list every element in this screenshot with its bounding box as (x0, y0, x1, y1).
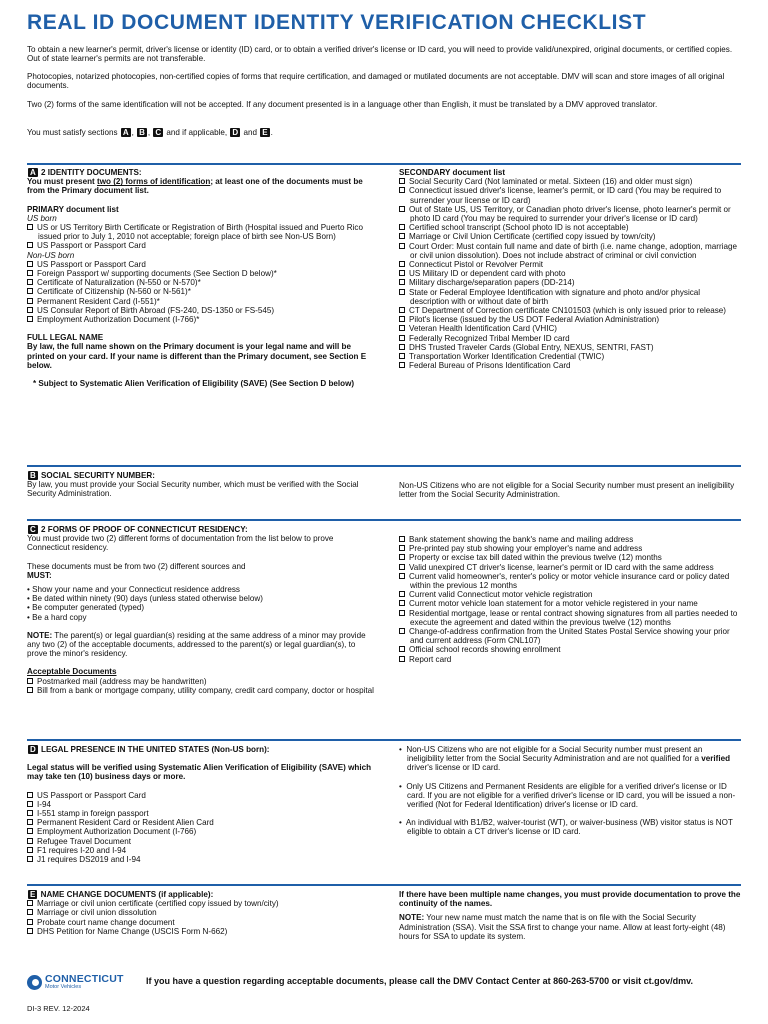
logo-wordmark: CONNECTICUT (45, 973, 124, 985)
intro-paragraph-3: Two (2) forms of the same identification will not be accepted. If any document presented is in a language other than English, it must be translated by a DMV approved translator. (27, 100, 658, 109)
non-us-born-label: Non-US born (27, 250, 75, 260)
bullet-item: • Show your name and your Connecticut residence address (27, 585, 240, 595)
checklist-item-label: Social Security Card (Not laminated or metal. Sixteen (16) and older must sign) (409, 177, 693, 187)
checklist-item (27, 269, 377, 278)
checkbox-icon[interactable] (27, 261, 33, 267)
checkbox-icon[interactable] (399, 335, 405, 341)
section-d-left (27, 745, 377, 864)
non-us-born-list (27, 260, 377, 324)
checklist-item-label: Permanent Resident Card (I-551)* (37, 296, 160, 306)
note-text: An individual with B1/B2, waiver-tourist (WT), or waiver-business (WB) visitor status is NOT eligible to obtain a CT driver's license or ID card. (405, 818, 733, 837)
checklist-item (399, 343, 741, 352)
checklist-item-label: Permanent Resident Card or Resident Alien Card (37, 818, 214, 828)
residency-right-list (399, 535, 741, 664)
section-c-heading (27, 525, 377, 534)
checkbox-icon[interactable] (399, 344, 405, 350)
checklist-item (399, 590, 741, 599)
residency-left-list (27, 677, 377, 695)
checklist-item (399, 269, 741, 278)
section-badge-e: E (30, 890, 36, 899)
checklist-item-label: Marriage or civil union dissolution (37, 908, 157, 918)
checklist-item (27, 297, 377, 306)
checkbox-icon[interactable] (27, 919, 33, 925)
section-badge-c: C (155, 128, 162, 137)
checklist-item-label: Certificate of Citizenship (N-560 or N-561)* (37, 287, 191, 297)
checklist-item-label: Veteran Health Identification Card (VHIC) (409, 324, 558, 334)
checklist-item-label: Transportation Worker Identification Credential (TWIC) (409, 352, 605, 362)
visitor-status-note: • An individual with B1/B2, waiver-tourist (WT), or waiver-business (WB) visitor status is NOT eligible to obtain a CT driver's license or ID card. (399, 818, 733, 837)
checklist-item (27, 899, 377, 908)
checkbox-icon[interactable] (27, 279, 33, 285)
checklist-item-label: US Consular Report of Birth Abroad (FS-240, DS-1350 or FS-545) (37, 305, 275, 315)
checklist-item-label: Federal Bureau of Prisons Identification Card (409, 361, 571, 371)
checkbox-icon[interactable] (27, 856, 33, 862)
secondary-list-heading: SECONDARY document list (399, 168, 506, 177)
section-c-title: 2 FORMS OF PROOF OF CONNECTICUT RESIDENCY: (41, 525, 248, 534)
checklist-item (399, 315, 741, 324)
section-d-heading (27, 745, 377, 754)
checkbox-icon[interactable] (399, 564, 405, 570)
checklist-item-label: Probate court name change document (37, 917, 175, 927)
checklist-item-label: Military discharge/separation papers (DD-214) (409, 278, 575, 288)
checkbox-icon[interactable] (27, 270, 33, 276)
checkbox-icon[interactable] (399, 610, 405, 616)
checklist-item (27, 677, 377, 686)
section-b-heading (27, 471, 377, 480)
checklist-item-label: Postmarked mail (address may be handwritten) (37, 676, 207, 686)
checklist-item (399, 324, 741, 333)
checklist-item-label: Pilot's license (issued by the US DOT Federal Aviation Administration) (409, 315, 660, 325)
checklist-item (27, 855, 377, 864)
section-b-right (399, 481, 741, 499)
section-divider (27, 739, 741, 741)
section-a-title: 2 IDENTITY DOCUMENTS: (41, 168, 142, 177)
checklist-item-label: Court Order: Must contain full name and date of birth (i.e. name change, adoption, marriage or civil union dissolution). Does not include abstract of criminal or civil conviction (409, 241, 737, 260)
bullet-item-label: Be a hard copy (32, 612, 87, 622)
section-badge-d: D (232, 128, 239, 137)
checklist-item-label: I-94 (37, 799, 51, 809)
section-d-title: LEGAL PRESENCE IN THE UNITED STATES (Non-US born): (41, 745, 270, 754)
checklist-item (27, 315, 377, 324)
bullet-item-label: Be computer generated (typed) (32, 603, 145, 613)
checkbox-icon[interactable] (399, 261, 405, 267)
section-divider (27, 465, 741, 467)
checklist-item (399, 260, 741, 269)
checkbox-icon[interactable] (27, 819, 33, 825)
separator: . (270, 128, 273, 137)
checklist-item-label: DHS Trusted Traveler Cards (Global Entry, NEXUS, SENTRI, FAST) (409, 342, 654, 352)
checkbox-icon[interactable] (27, 928, 33, 934)
checkbox-icon[interactable] (27, 678, 33, 684)
checkbox-icon[interactable] (399, 353, 405, 359)
checkbox-icon[interactable] (27, 838, 33, 844)
checkbox-icon[interactable] (399, 362, 405, 368)
section-a-right (399, 168, 741, 370)
checklist-item (27, 927, 377, 936)
checkbox-icon[interactable] (399, 279, 405, 285)
checklist-item-label: US Passport or Passport Card (37, 259, 146, 269)
section-b-title: SOCIAL SECURITY NUMBER: (41, 471, 155, 480)
checklist-item (399, 553, 741, 562)
checklist-item (27, 908, 377, 917)
checkbox-icon[interactable] (399, 243, 405, 249)
checklist-item (27, 260, 377, 269)
checklist-item-label: Bank statement showing the bank's name and mailing address (409, 535, 634, 544)
section-c-note (27, 631, 377, 659)
section-b-text: By law, you must provide your Social Security number, which must be verified with the Social Security Administration. (27, 480, 359, 499)
section-badge-b: B (30, 471, 36, 480)
section-a-heading (27, 168, 377, 177)
checklist-item-label: Property or excise tax bill dated within the previous twelve (12) months (409, 553, 662, 563)
checkbox-icon[interactable] (399, 600, 405, 606)
checklist-item (399, 627, 741, 645)
checkbox-icon[interactable] (27, 810, 33, 816)
checkbox-icon[interactable] (399, 591, 405, 597)
checklist-item-label: Connecticut issued driver's license, learner's permit, or ID card (You may be required to surrender your license or ID card) (409, 186, 722, 205)
checklist-item-label: Valid unexpired CT driver's license, learner's permit or ID card with the same address (409, 562, 714, 572)
checkbox-icon[interactable] (399, 325, 405, 331)
checklist-item (27, 918, 377, 927)
checklist-item-label: Foreign Passport w/ supporting documents (See Section D below)* (37, 269, 277, 279)
checklist-item-label: F1 requires I-20 and I-94 (37, 845, 127, 855)
full-legal-name-text: By law, the full name shown on the Primary document is your legal name and will be printed on your card. If your name is different than the Primary document, see Section E below. (27, 342, 367, 370)
checklist-item-label: Employment Authorization Document (I-766) (37, 827, 197, 837)
residency-requirements (27, 585, 377, 622)
checkbox-icon[interactable] (399, 224, 405, 230)
checklist-item-label: Current motor vehicle loan statement for a motor vehicle registered in your name (409, 599, 698, 609)
note-label: NOTE: (27, 630, 53, 640)
section-e-note (399, 913, 741, 941)
checklist-item (27, 686, 377, 695)
checkbox-icon[interactable] (399, 233, 405, 239)
checklist-item (399, 599, 741, 608)
checklist-item-label: Official school records showing enrollment (409, 645, 561, 655)
checklist-item (399, 645, 741, 654)
checklist-item (399, 205, 741, 223)
checklist-item-label: US Passport or Passport Card (37, 790, 146, 800)
checkbox-icon[interactable] (27, 687, 33, 693)
checkbox-icon[interactable] (27, 828, 33, 834)
checklist-item-label: CT Department of Correction certificate CN101503 (which is only issued prior to release) (409, 306, 726, 316)
section-e-left (27, 890, 377, 936)
bullet-item-label: Be dated within ninety (90) days (unless stated otherwise below) (32, 594, 263, 604)
checkbox-icon[interactable] (399, 536, 405, 542)
checklist-item (27, 800, 377, 809)
checkbox-icon[interactable] (27, 909, 33, 915)
checklist-item (27, 287, 377, 296)
sections-instruction (27, 128, 739, 137)
checklist-item (27, 278, 377, 287)
checklist-item-label: Refugee Travel Document (37, 836, 132, 846)
note-text: Only US Citizens and Permanent Residents are eligible for a verified driver's license or ID card. If you are not eligible for a verified driver's license or ID card, you will be issued a non-verified (Not for Federal Identification) driver's license or ID card. (406, 781, 736, 810)
checkbox-icon[interactable] (27, 792, 33, 798)
section-badge-b: B (139, 128, 145, 137)
checklist-item (27, 827, 377, 836)
checklist-item (399, 655, 741, 664)
requirement-emphasis: two (2) forms of identification (97, 177, 211, 187)
checklist-item-label: Bill from a bank or mortgage company, utility company, credit card company, doctor or hospital (37, 685, 374, 695)
checklist-item (27, 306, 377, 315)
contact-info: If you have a question regarding acceptable documents, please call the DMV Contact Center at 860-263-5700 or visit ct.gov/dmv. (146, 976, 694, 986)
us-born-list (27, 223, 377, 251)
checklist-item (399, 288, 741, 306)
checklist-item-label: State or Federal Employee Identification with signature and photo and/or physical description with or without date of birth (409, 287, 701, 306)
checkbox-icon[interactable] (399, 178, 405, 184)
section-divider (27, 884, 741, 886)
checklist-item (399, 306, 741, 315)
checkbox-icon[interactable] (399, 628, 405, 634)
section-b-ineligibility: Non-US Citizens who are not eligible for a Social Security number must present an ineligibility letter from the Social Security Administration. (399, 481, 735, 500)
bullet-item-label: Show your name and your Connecticut residence address (32, 585, 240, 595)
section-a-left (27, 168, 377, 388)
non-us-citizen-note: • Non-US Citizens who are not eligible for a Social Security number must present an ineligibility letter from the Social Security Administration and are not qualified for a verified driver's license or ID card. (399, 745, 731, 773)
checklist-item-label: Federally Recognized Tribal Member ID card (409, 333, 570, 343)
checklist-item (399, 563, 741, 572)
checkbox-icon[interactable] (27, 847, 33, 853)
checklist-item-label: Connecticut Pistol or Revolver Permit (409, 260, 544, 270)
checklist-item-label: Change-of-address confirmation from the United States Postal Service showing your prior and current address (Form CNL107) (409, 627, 730, 646)
section-c-sources (27, 562, 377, 580)
eligibility-note: • Only US Citizens and Permanent Residents are eligible for a verified driver's license or ID card. If you are not eligible for a verified driver's license or ID card, you will be issued a non-verified (Not for Federal Identification) driver's license or ID card. (399, 781, 736, 810)
section-c-left (27, 525, 377, 695)
checkbox-icon[interactable] (27, 224, 33, 230)
checklist-item (27, 809, 377, 818)
checklist-item (399, 232, 741, 241)
logo-mark-icon (27, 975, 42, 990)
checklist-item-label: Residential mortgage, lease or rental contract showing signatures from all parties needed to execute the agreement and dated within the previous twelve (12) months (409, 608, 738, 627)
section-a-requirement (27, 177, 377, 195)
section-badge-c: C (30, 525, 36, 534)
checklist-item (399, 278, 741, 287)
note-text: The parent(s) or legal guardian(s) residing at the same address of a minor may provide any two (2) of the acceptable documents, addressed to the parent(s) or legal guardian(s), to prove the minor's residency. (27, 630, 366, 659)
checkbox-icon[interactable] (27, 242, 33, 248)
note-emphasis: verified (701, 754, 731, 764)
section-badge-e: E (262, 128, 268, 137)
checklist-item-label: Current valid homeowner's, renter's policy or motor vehicle insurance card or policy dated within the previous 12 months (409, 571, 730, 591)
requirement-text: ; at least one of the documents must be from the Primary document list. (27, 177, 363, 196)
checkbox-icon[interactable] (27, 900, 33, 906)
checklist-item (399, 223, 741, 232)
checklist-item-label: Marriage or civil union certificate (certified copy issued by town/city) (37, 899, 279, 909)
secondary-list (399, 177, 741, 370)
checkbox-icon[interactable] (399, 187, 405, 193)
checklist-item (399, 535, 741, 544)
section-d-right (399, 745, 741, 837)
checklist-item (399, 242, 741, 260)
revision-code: DI-3 REV. 12-2024 (27, 1004, 90, 1013)
checklist-item-label: US or US Territory Birth Certificate or Registration of Birth (Hospital issued and Puerto Rico issued prior to July 1, 2010 not acceptable; foreign place of birth see Non-US Born) (37, 223, 363, 242)
intro-paragraph-1: To obtain a new learner's permit, driver's license or identity (ID) card, or to obtain a verified driver's license or ID card, you will need to provide valid/unexpired, original documents, or certified copies. Out of state learner's permits are not transferable. (27, 45, 733, 64)
checklist-item-label: DHS Petition for Name Change (USCIS Form N-662) (37, 926, 228, 936)
checkbox-icon[interactable] (27, 801, 33, 807)
section-c-right (399, 535, 741, 664)
intro-paragraph-2: Photocopies, notarized photocopies, non-certified copies of forms that require certification, and damaged or mutilated documents are not acceptable. DMV will scan and store images of all original documents. (27, 72, 725, 91)
checklist-item-label: Employment Authorization Document (I-766)* (37, 315, 200, 325)
checklist-item (399, 334, 741, 343)
primary-list-heading: PRIMARY document list (27, 204, 119, 214)
checklist-item (27, 818, 377, 827)
note-text: Non-US Citizens who are not eligible for a Social Security number must present an ineligibility letter from the Social Security Administration and are not qualified for a (406, 745, 703, 764)
checklist-item (399, 572, 741, 590)
section-badge-a: A (122, 128, 129, 137)
acceptable-documents-heading: Acceptable Documents (27, 667, 117, 677)
checklist-item-label: Certified school transcript (School photo ID is not acceptable) (409, 223, 629, 233)
checklist-item-label: I-551 stamp in foreign passport (37, 809, 149, 819)
sections-instruction-text: You must satisfy sections (27, 128, 118, 137)
checkbox-icon[interactable] (399, 206, 405, 212)
bullet-item: • Be computer generated (typed) (27, 603, 145, 613)
section-divider (27, 163, 741, 165)
separator: , (131, 128, 134, 137)
checkbox-icon[interactable] (27, 307, 33, 313)
checklist-item-label: US Passport or Passport Card (37, 241, 146, 251)
section-divider (27, 519, 741, 521)
full-legal-name-heading: FULL LEGAL NAME (27, 333, 104, 343)
page-title: REAL ID DOCUMENT IDENTITY VERIFICATION CHECKLIST (27, 11, 647, 34)
checklist-item-label: J1 requires DS2019 and I-94 (37, 855, 141, 865)
checkbox-icon[interactable] (399, 573, 405, 579)
note-text: Your new name must match the name that is on file with the Social Security Administration (SSA). Visit the SSA first to change your name. Allow at least forty-eight (48) hours for SSA to update its system. (399, 913, 726, 941)
legal-presence-list (27, 791, 377, 865)
section-e-title: NAME CHANGE DOCUMENTS (if applicable): (40, 890, 214, 899)
checkbox-icon[interactable] (399, 316, 405, 322)
sections-instruction-text: and if applicable, (166, 128, 228, 137)
name-change-list (27, 899, 377, 936)
section-badge-a: A (30, 168, 36, 177)
checklist-item (399, 186, 741, 204)
sources-must: MUST: (27, 570, 52, 580)
section-badge-d: D (30, 745, 36, 754)
checklist-item (27, 846, 377, 855)
multiple-name-changes-text: If there have been multiple name changes, you must provide documentation to prove the continuity of the names. (399, 890, 741, 909)
checkbox-icon[interactable] (27, 316, 33, 322)
requirement-text: You must present (27, 177, 95, 187)
checklist-item (399, 361, 741, 370)
checklist-item (27, 241, 377, 250)
logo-subtitle: Motor Vehicles (45, 984, 82, 990)
checkbox-icon[interactable] (399, 646, 405, 652)
checkbox-icon[interactable] (399, 307, 405, 313)
checkbox-icon[interactable] (399, 554, 405, 560)
checklist-item (399, 609, 741, 627)
note-text: driver's license or ID card. (407, 763, 501, 773)
bullet-item: • Be dated within ninety (90) days (unless stated otherwise below) (27, 594, 263, 604)
sources-text: These documents must be from two (2) different sources and (27, 561, 246, 571)
us-born-label: US born (27, 213, 57, 223)
checklist-item-label: US Military ID or dependent card with photo (409, 269, 566, 279)
checkbox-icon[interactable] (399, 270, 405, 276)
section-b-left (27, 471, 377, 499)
note-label: NOTE: (399, 913, 425, 923)
checklist-item (27, 837, 377, 846)
checklist-item (27, 223, 377, 241)
checklist-item (399, 544, 741, 553)
section-e-heading (27, 890, 377, 899)
checklist-item (27, 791, 377, 800)
bullet-item: • Be a hard copy (27, 612, 87, 622)
checklist-item-label: Out of State US, US Territory, or Canadian photo driver's license, photo learner's permit or photo ID card (You may be required to surrender your driver's license or ID card) (409, 204, 731, 224)
checkbox-icon[interactable] (27, 298, 33, 304)
checkbox-icon[interactable] (399, 545, 405, 551)
checkbox-icon[interactable] (399, 656, 405, 662)
section-e-right (399, 890, 741, 941)
checklist-item-label: Current valid Connecticut motor vehicle registration (409, 590, 593, 600)
checklist-item-label: Marriage or Civil Union Certificate (certified copy issued by town/city) (409, 232, 656, 242)
checkbox-icon[interactable] (27, 288, 33, 294)
checklist-item (399, 352, 741, 361)
save-footnote: * Subject to Systematic Alien Verification of Eligibility (SAVE) (See Section D below) (33, 379, 355, 389)
checkbox-icon[interactable] (399, 289, 405, 295)
checklist-item-label: Certificate of Naturalization (N-550 or N-570)* (37, 278, 201, 288)
checklist-item-label: Report card (409, 654, 452, 664)
section-c-intro: You must provide two (2) different forms of documentation from the list below to prove Connecticut residency. (27, 534, 334, 553)
ct-dmv-logo (27, 974, 124, 990)
checklist-item-label: Pre-printed pay stub showing your employer's name and address (409, 544, 643, 554)
save-verification-text: Legal status will be verified using Systematic Alien Verification of Eligibility (SAVE) which may take ten (10) business days or more. (27, 763, 372, 782)
separator: , (147, 128, 151, 137)
sections-instruction-text: and (243, 128, 257, 137)
checklist-item (399, 177, 741, 186)
